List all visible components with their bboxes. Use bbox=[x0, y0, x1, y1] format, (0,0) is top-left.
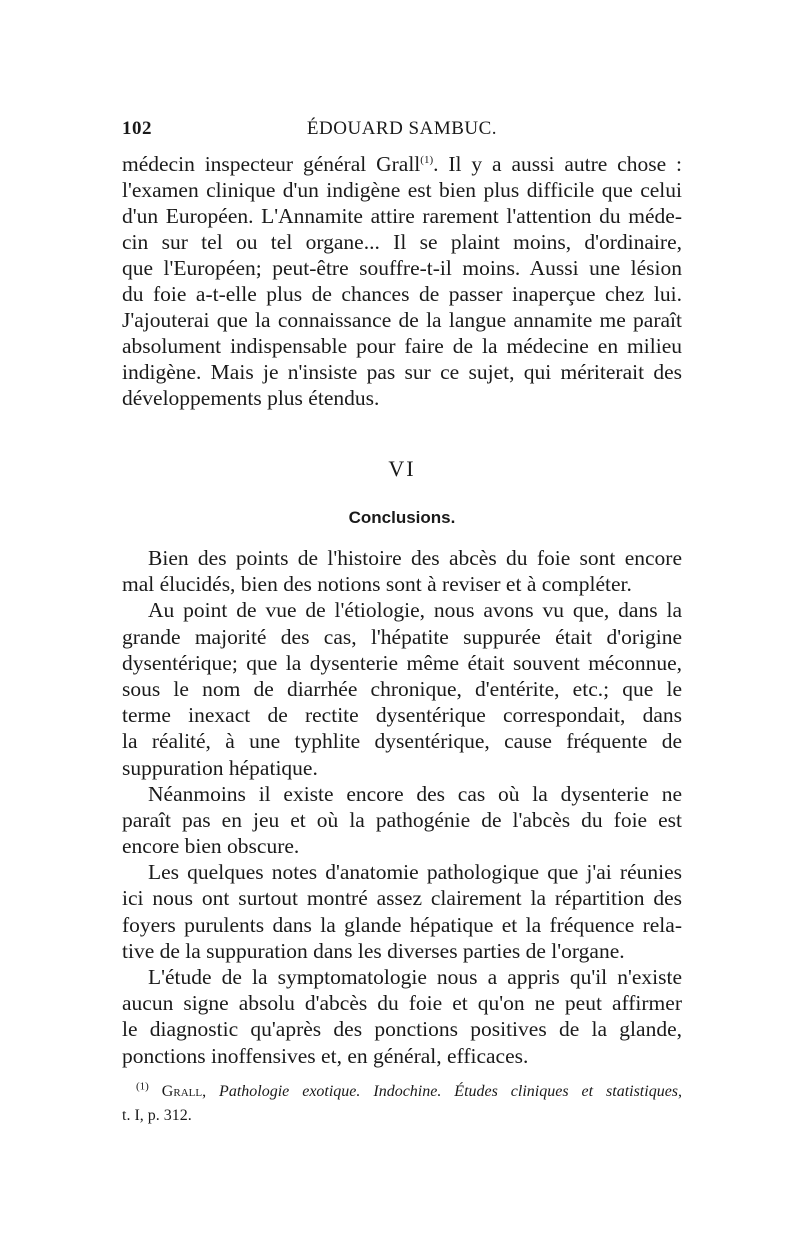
text-line: Néanmoins il existe encore des cas où la dysenterie ne bbox=[148, 781, 682, 806]
text-line: dysentérique; que la dysenterie même était souvent méconnue, bbox=[122, 650, 682, 675]
text-line: ici nous ont surtout montré assez clairement la répartition des bbox=[122, 886, 682, 911]
text-line: encore bien obscure. bbox=[122, 834, 300, 859]
text-line: sous le nom de diarrhée chronique, d'entérite, etc.; que le bbox=[122, 676, 682, 701]
text-line: Bien des points de l'histoire des abcès du foie sont encore bbox=[148, 546, 682, 570]
text-line: paraît pas en jeu et où la pathogénie de l'abcès du foie est bbox=[122, 807, 682, 832]
text-line: indigène. Mais je n'insiste pas sur ce sujet, qui mériterait des bbox=[122, 360, 682, 384]
page-header bbox=[122, 118, 682, 144]
text-line: suppuration hépatique. bbox=[122, 755, 318, 780]
footnote-ref: t. I, p. 312. bbox=[122, 1107, 192, 1124]
text-line: cin sur tel ou tel organe... Il se plaint moins, d'ordinaire, bbox=[122, 230, 682, 254]
text-line: d'un Européen. L'Annamite attire rarement l'attention du méde- bbox=[122, 204, 682, 228]
text-line: grande majorité des cas, l'hépatite suppurée était d'origine bbox=[122, 624, 682, 649]
text-line: mal élucidés, bien des notions sont à reviser et à compléter. bbox=[122, 572, 632, 597]
text-line: foyers purulents dans la glande hépatique et la fréquence rela- bbox=[122, 912, 682, 937]
running-title: ÉDOUARD SAMBUC. bbox=[306, 118, 498, 139]
section-title: Conclusions. bbox=[348, 508, 456, 527]
text-line: Au point de vue de l'étiologie, nous avons vu que, dans la bbox=[148, 598, 682, 623]
text-line: absolument indispensable pour faire de la médecine en milieu bbox=[122, 334, 682, 358]
page-number: 102 bbox=[122, 118, 152, 139]
text-line: terme inexact de rectite dysentérique correspondait, dans bbox=[122, 703, 682, 728]
text-line: développements plus étendus. bbox=[122, 386, 380, 410]
section-number: VI bbox=[388, 456, 416, 481]
text-line: aucun signe absolu d'abcès du foie et qu'on ne peut affirmer bbox=[122, 991, 682, 1016]
text-line: du foie a-t-elle plus de chances de passer inaperçue chez lui. bbox=[122, 282, 682, 306]
text-line: l'examen clinique d'un indigène est bien plus difficile que celui bbox=[122, 178, 682, 202]
text-line: tive de la suppuration dans les diverses parties de l'organe. bbox=[122, 938, 625, 963]
footnote-line: $^{(1)}$ Grall, Pathologie exotique. Indochine. Études cliniques et statistiques, bbox=[136, 1080, 683, 1100]
text-line: que l'Européen; peut-être souffre-t-il moins. Aussi une lésion bbox=[122, 256, 682, 280]
text-line: J'ajouterai que la connaissance de la langue annamite me paraît bbox=[122, 308, 682, 332]
footnote-author: Grall bbox=[161, 1083, 203, 1100]
intro-paragraph bbox=[122, 151, 682, 411]
text-line: Les quelques notes d'anatomie pathologique que j'ai réunies bbox=[148, 860, 682, 885]
text-line: la réalité, à une typhlite dysentérique, cause fréquente de bbox=[122, 729, 682, 754]
text-line: ponctions inoffensives et, en général, efficaces. bbox=[122, 1043, 529, 1068]
footnote-title: Pathologie exotique. Indochine. Études cliniques et statistiques bbox=[219, 1083, 679, 1100]
footnote-marker: (1) bbox=[136, 1080, 149, 1093]
footnote bbox=[122, 1080, 682, 1128]
text-line: L'étude de la symptomatologie nous a appris qu'il n'existe bbox=[148, 965, 682, 989]
text-line: médecin inspecteur général Grall$^{(1)}$. Il y a aussi autre chose : bbox=[122, 152, 682, 176]
conclusions-text bbox=[122, 545, 682, 1069]
footnote-ref[interactable]: (1) bbox=[420, 153, 434, 166]
text-line: le diagnostic qu'après des ponctions positives de la glande, bbox=[122, 1017, 682, 1042]
